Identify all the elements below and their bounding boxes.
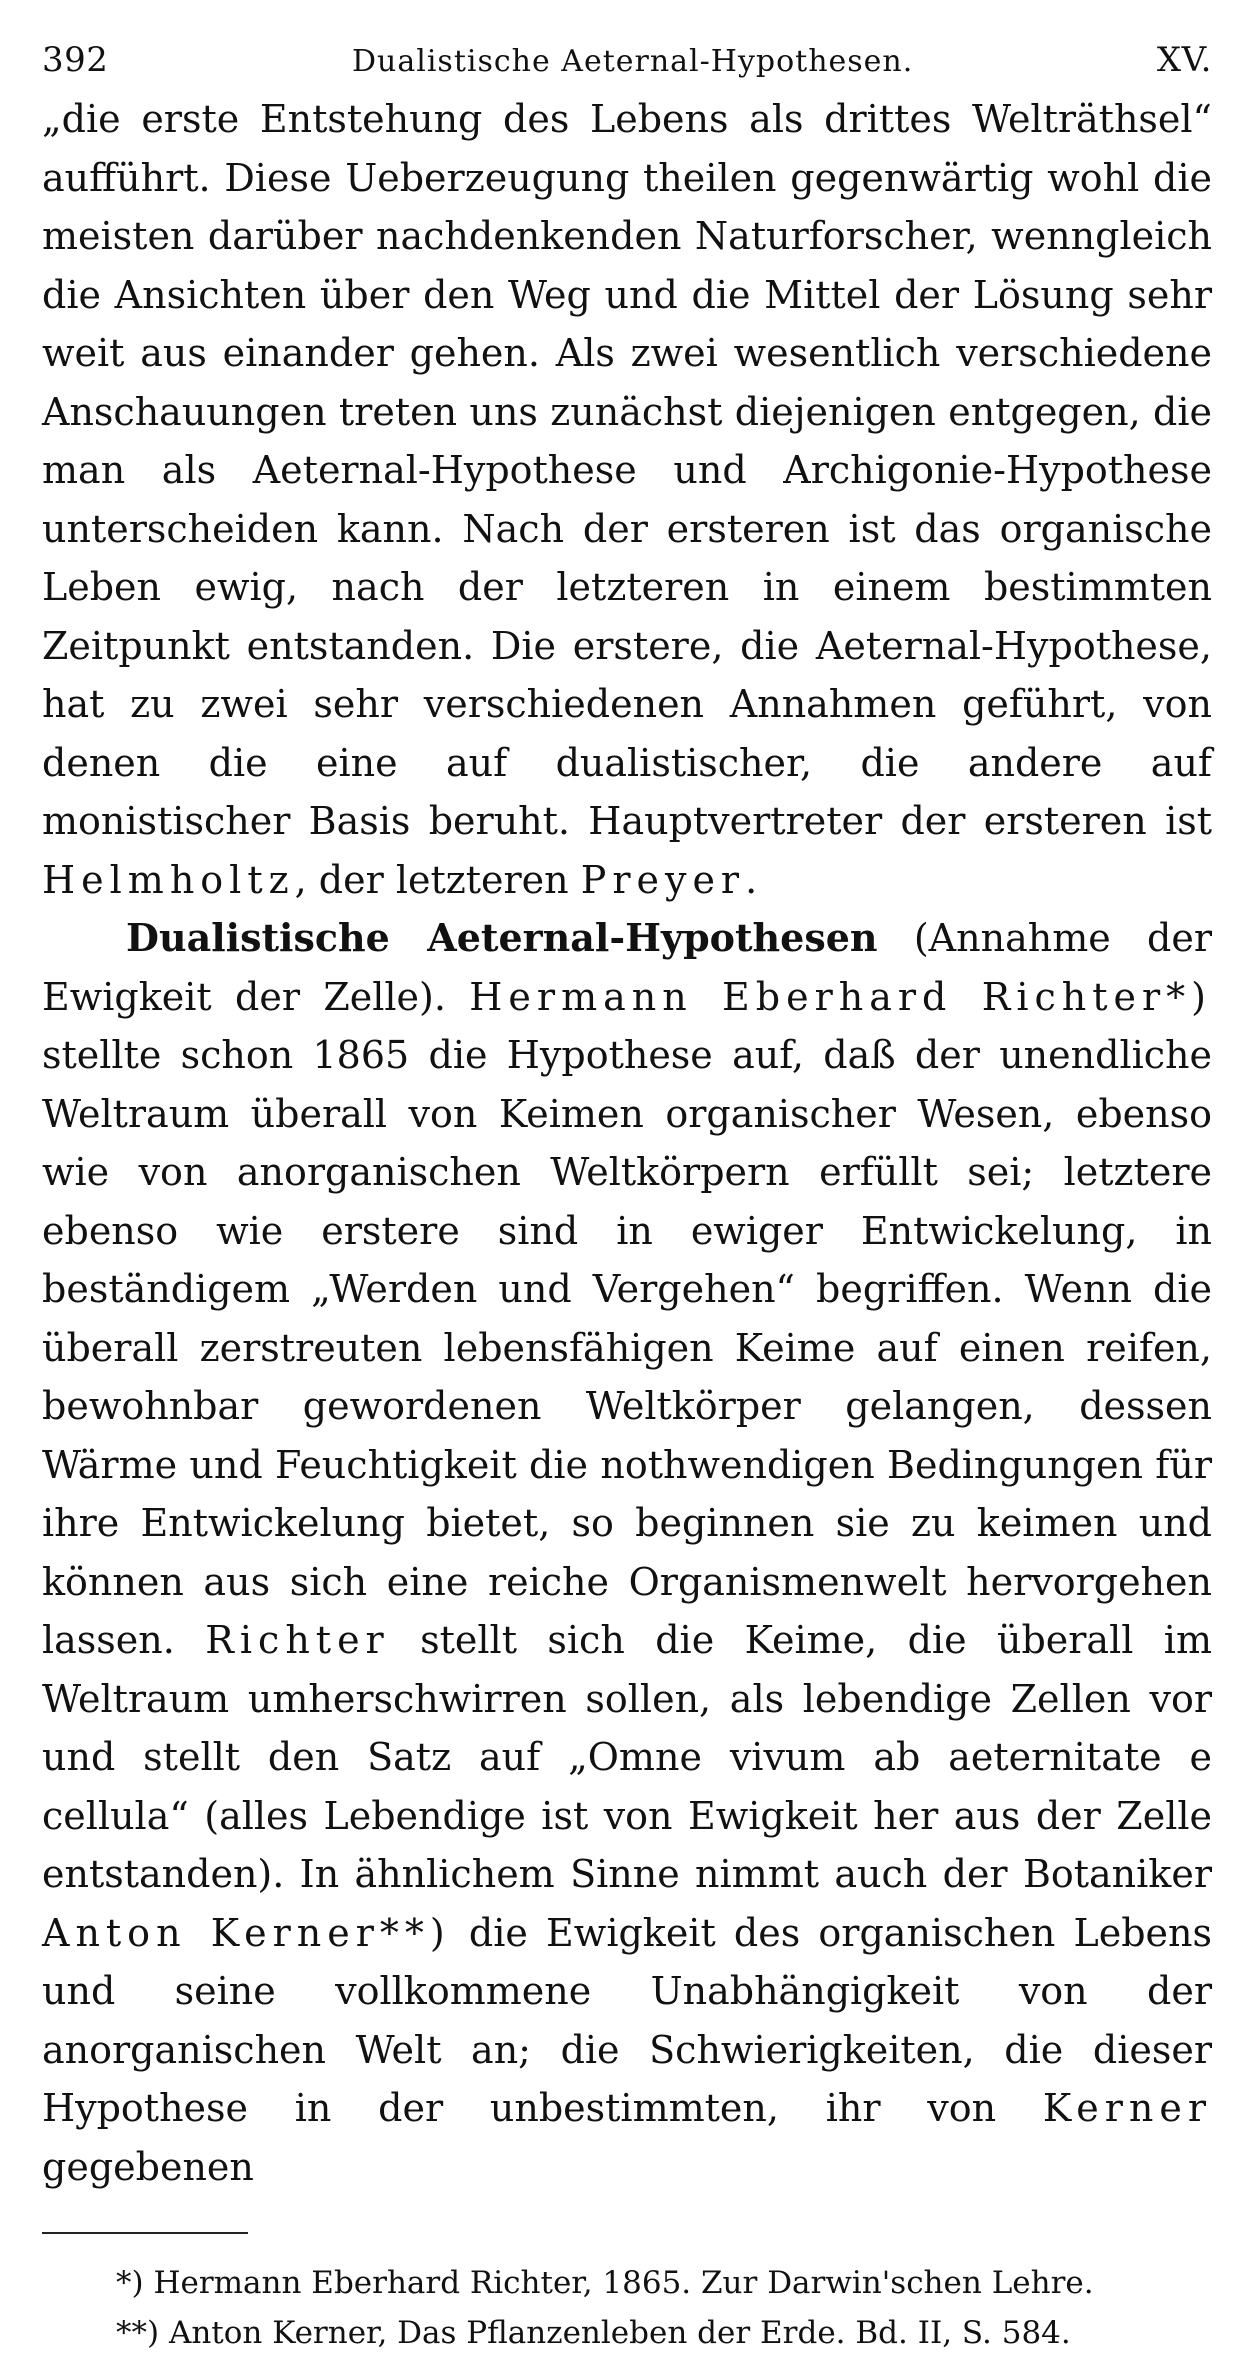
paragraph-2-e: gegebenen	[42, 2144, 254, 2189]
paragraph-1-text: „die erste Entstehung des Lebens als drittes Welträthsel“ aufführt. Diese Ueberzeugung theilen gegenwärtig wohl die meisten darüber nachdenkenden Naturforscher, wenngleich die Ansichten über den Weg und die Mittel der Lösung sehr weit aus einander gehen. Als zwei wesentlich verschiedene Anschauungen treten uns zunächst diejenigen entgegen, die man als Aeternal-Hypothese und Archigonie-Hypothese unterscheiden kann. Nach der ersteren ist das organische Leben ewig, nach der letzteren in einem bestimmten Zeitpunkt entstanden. Die erstere, die Aeternal-Hypothese, hat zu zwei sehr verschiedenen Annahmen geführt, von denen die eine auf dualistischer, die andere auf monistischer Basis beruht. Hauptvertreter der ersteren ist	[42, 97, 1212, 843]
name-anton-kerner: Anton Kerner**)	[42, 1910, 451, 1955]
name-richter-full: Hermann Eberhard Richter*)	[469, 974, 1212, 1019]
paragraph-2-d: die Ewigkeit des organischen Lebens und seine vollkommene Unabhängigkeit von der anorganischen Welt an; die Schwierigkeiten, die dieser Hypothese in der unbestimmten, ihr von	[42, 1910, 1212, 2130]
paragraph-2-a: (Annahme der Ewigkeit der Zelle).	[42, 916, 1212, 1019]
page-number: 392	[42, 40, 109, 80]
chapter-number: XV.	[1156, 40, 1212, 80]
name-helmholtz: Helmholtz	[42, 857, 295, 902]
running-title: Dualistische Aeternal-Hypothesen.	[351, 44, 914, 79]
section-heading: Dualistische Aeternal-Hypothesen	[126, 915, 878, 960]
footnote-2: **) Anton Kerner, Das Pflanzenleben der Erde. Bd. II, S. 584.	[116, 2315, 1071, 2351]
name-kerner: Kerner	[1042, 2086, 1212, 2130]
footnote-rule	[42, 2232, 248, 2234]
paragraph-2	[42, 909, 1212, 2196]
body-text	[42, 90, 1212, 2196]
footnote-1: *) Hermann Eberhard Richter, 1865. Zur Darwin'schen Lehre.	[116, 2265, 1094, 2301]
paragraph-1-mid: , der letzteren	[294, 857, 569, 902]
running-head	[42, 30, 1212, 90]
paragraph-2-c: stellt sich die Keime, die überall im Weltraum umherschwirren sollen, als lebendige Zellen vor und stellt den Satz auf „Omne vivum ab aeternitate e cellula“ (alles Lebendige ist von Ewigkeit her aus der Zelle entstanden). In ähnlichem Sinne nimmt auch der Botaniker	[42, 1618, 1212, 1896]
paragraph-2-b: stellte schon 1865 die Hypothese auf, daß der unendliche Weltraum überall von Keimen organischer Wesen, ebenso wie von anorganischen Weltkörpern erfüllt sei; letztere ebenso wie erstere sind in ewiger Entwickelung, in beständigem „Werden und Vergehen“ begriffen. Wenn die überall zerstreuten lebensfähigen Keime auf einen reifen, bewohnbar gewordenen Weltkörper gelangen, dessen Wärme und Feuchtigkeit die nothwendigen Bedingungen für ihre Entwickelung bietet, so beginnen sie zu keimen und können aus sich eine reiche Organismenwelt hervorgehen lassen.	[42, 1033, 1212, 1662]
paragraph-1	[42, 90, 1212, 909]
paragraph-1-end: .	[745, 857, 758, 902]
name-richter: Richter	[205, 1618, 390, 1662]
footnotes	[42, 2258, 1212, 2358]
book-page	[42, 30, 1212, 2358]
name-preyer: Preyer	[580, 857, 746, 902]
